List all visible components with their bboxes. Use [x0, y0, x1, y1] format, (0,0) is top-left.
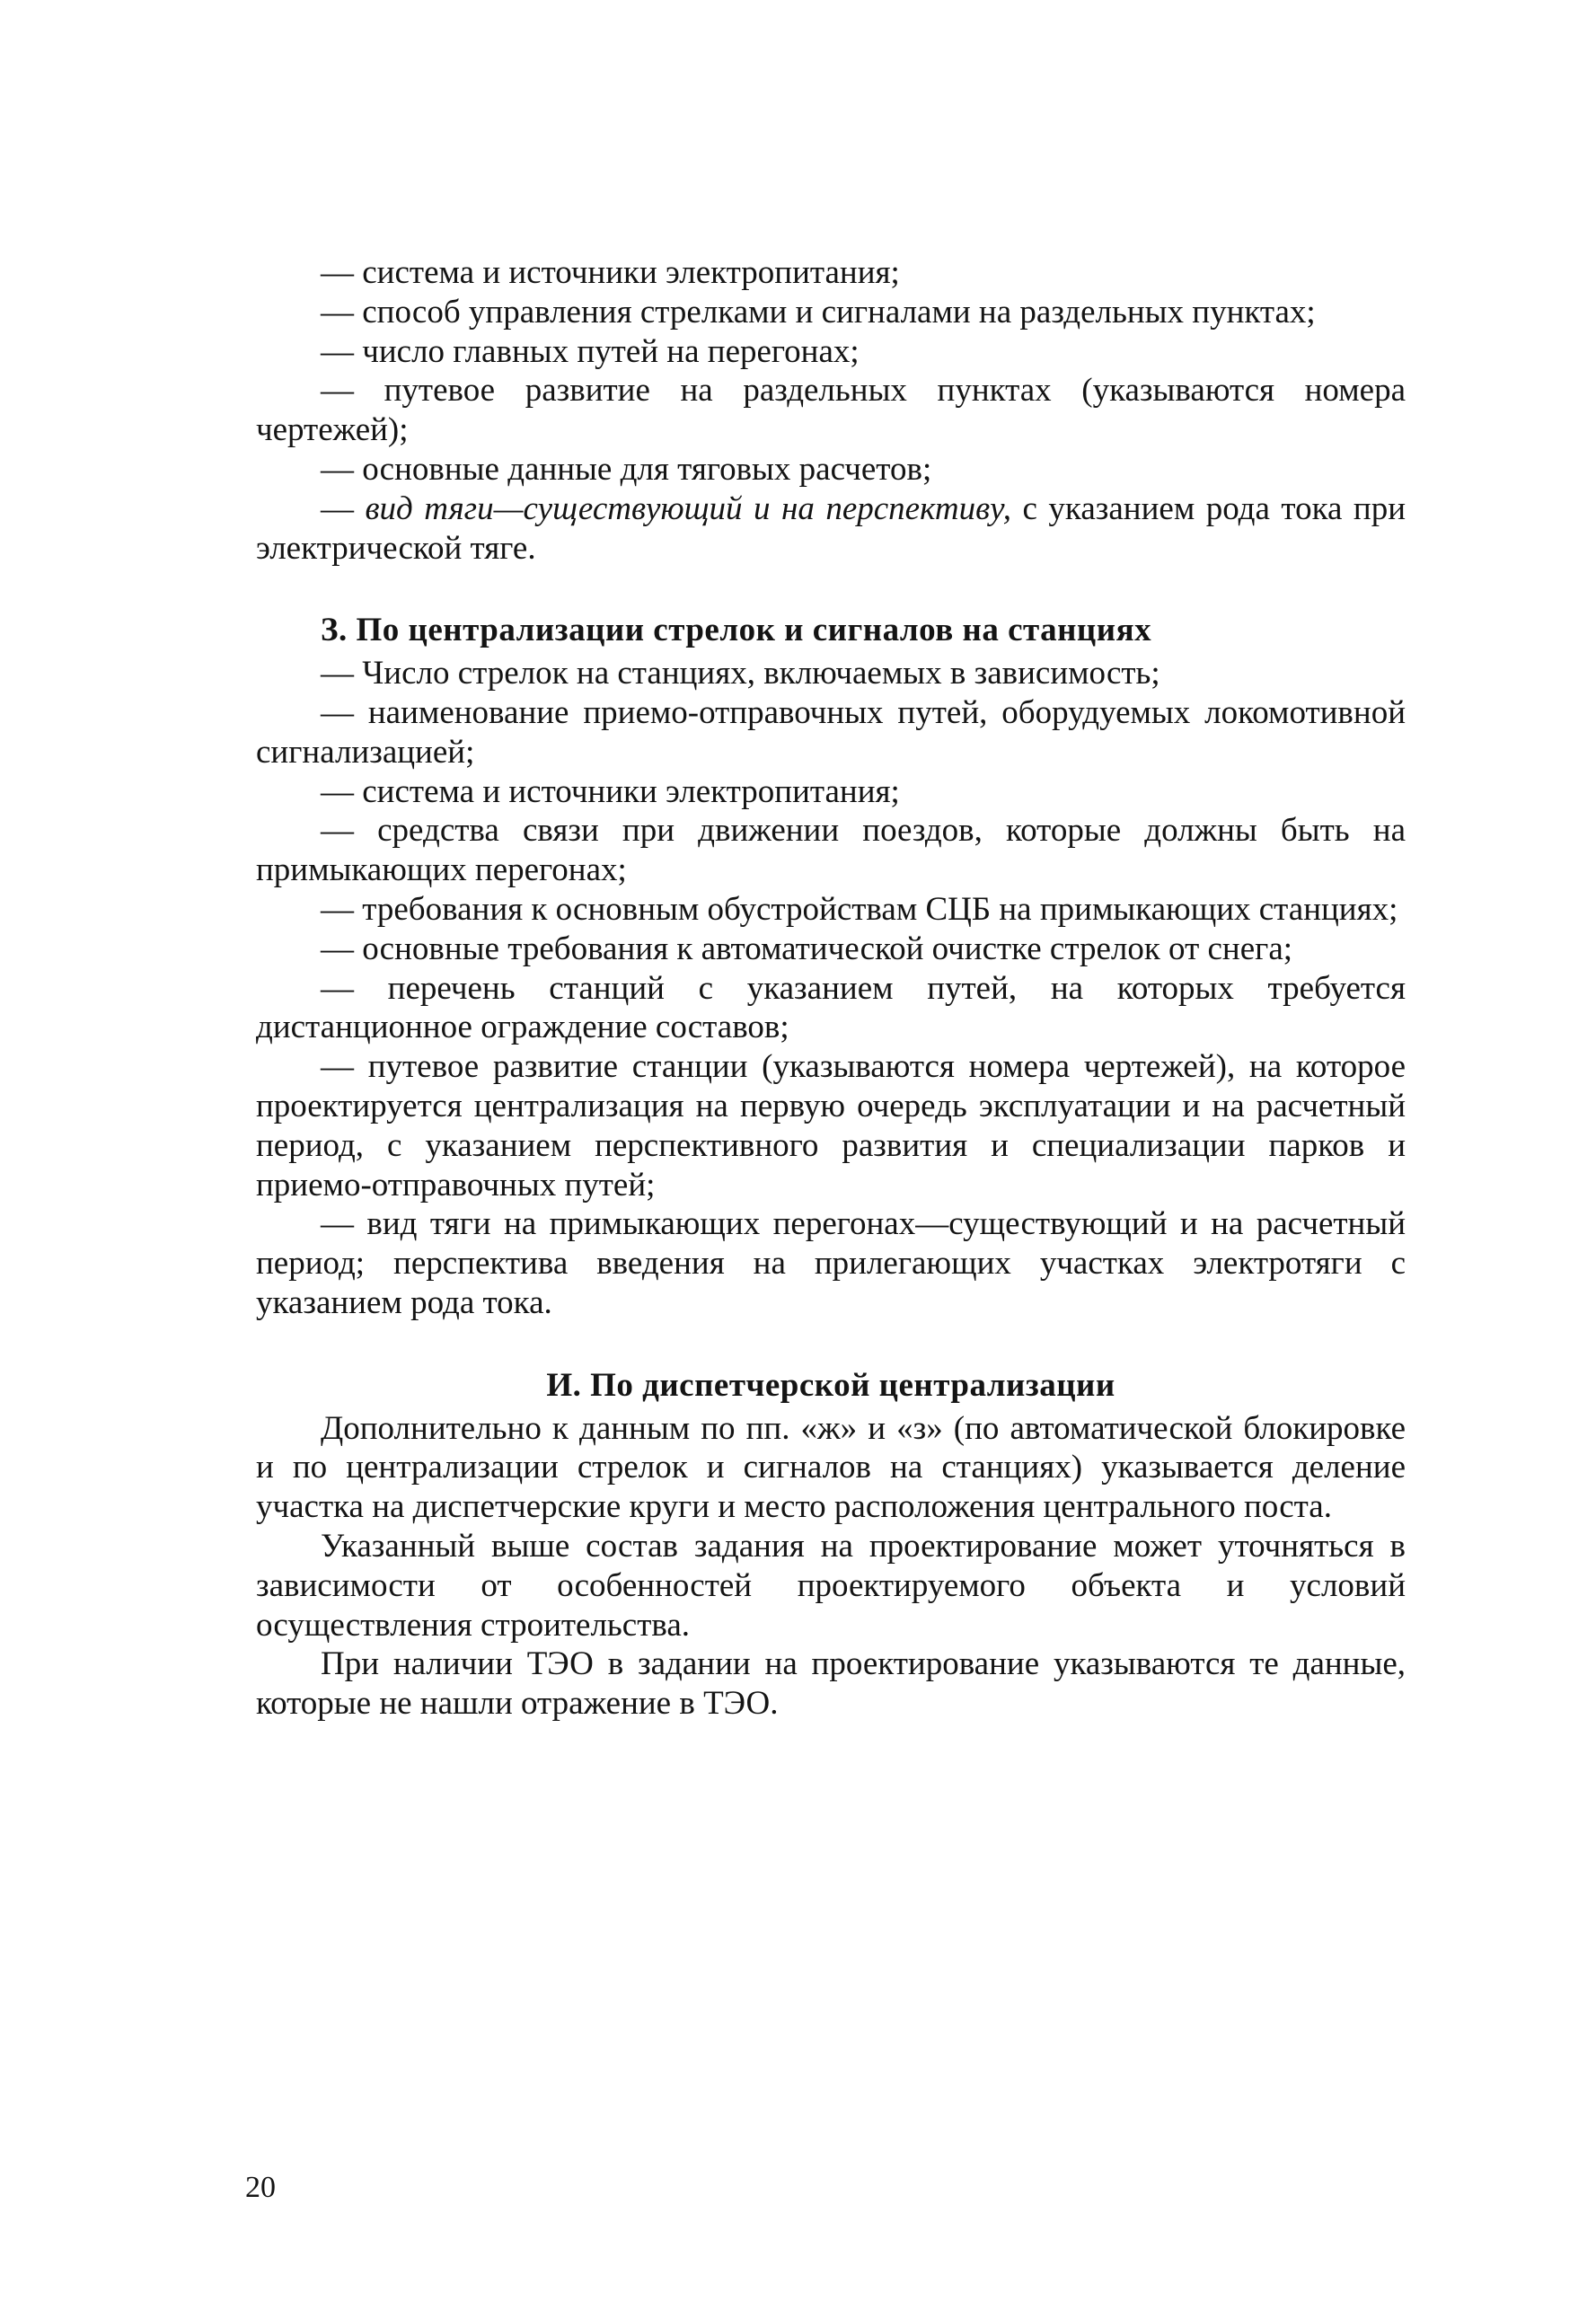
previous-section-list	[256, 253, 1406, 568]
list-item: — перечень станций с указанием путей, на которых требуется дистанционное ограждение составов;	[256, 969, 1406, 1046]
list-item: — Число стрелок на станциях, включаемых в зависимость;	[321, 655, 1160, 692]
body-paragraph: Дополнительно к данным по пп. «ж» и «з» (по автоматической блокировке и по централизации стрелок и сигналов на станциях) указывается деление участка на диспетчерские круги и место расположения центрального поста.	[256, 1409, 1406, 1526]
list-item-italic-fragment: вид тяги—существующий и на перспективу,	[365, 489, 1012, 527]
list-item: — требования к основным обустройствам СЦБ на примыкающих станциях;	[321, 890, 1398, 928]
page-content	[256, 253, 1406, 1724]
dispatch-section-body	[256, 1409, 1406, 1724]
list-item: — способ управления стрелками и сигналами на раздельных пунктах;	[321, 293, 1316, 331]
list-item: — система и источники электропитания;	[321, 254, 900, 291]
list-item: — путевое развитие станции (указываются номера чертежей), на которое проектируется централизация на первую очередь эксплуатации и на расчетный период, с указанием перспективного развития и специализации парков и приемо-отправочных путей;	[256, 1048, 1406, 1204]
section-heading-dispatch: И. По диспетчерской централизации	[546, 1366, 1115, 1404]
list-item: — наименование приемо-отправочных путей, оборудуемых локомотивной сигнализацией;	[256, 693, 1406, 771]
body-paragraph: Указанный выше состав задания на проектирование может уточняться в зависимости от особенностей проектируемого объекта и условий осуществления строительства.	[256, 1527, 1406, 1644]
list-item: — вид тяги на примыкающих перегонах—существующий и на расчетный период; перспектива введения на прилегающих участках электротяги с указанием рода тока.	[256, 1205, 1406, 1321]
list-item-rest: с указанием рода тока при электрической тяге.	[256, 489, 1406, 567]
list-item: — путевое развитие на раздельных пунктах (указываются номера чертежей);	[256, 372, 1406, 449]
list-item: — основные требования к автоматической очистке стрелок от снега;	[321, 930, 1293, 967]
interlocking-section-list	[256, 654, 1406, 1323]
list-item-traction	[256, 489, 1406, 569]
body-paragraph: При наличии ТЭО в задании на проектирование указываются те данные, которые не нашли отражение в ТЭО.	[256, 1645, 1406, 1723]
list-item-dash: —	[321, 489, 354, 527]
list-item: — основные данные для тяговых расчетов;	[321, 450, 932, 488]
page-number: 20	[245, 2171, 276, 2204]
section-heading-interlocking: З. По централизации стрелок и сигналов на станциях	[321, 612, 1152, 649]
list-item: — система и источники электропитания;	[321, 772, 900, 810]
list-item: — число главных путей на перегонах;	[321, 332, 860, 370]
list-item: — средства связи при движении поездов, которые должны быть на примыкающих перегонах;	[256, 812, 1406, 889]
